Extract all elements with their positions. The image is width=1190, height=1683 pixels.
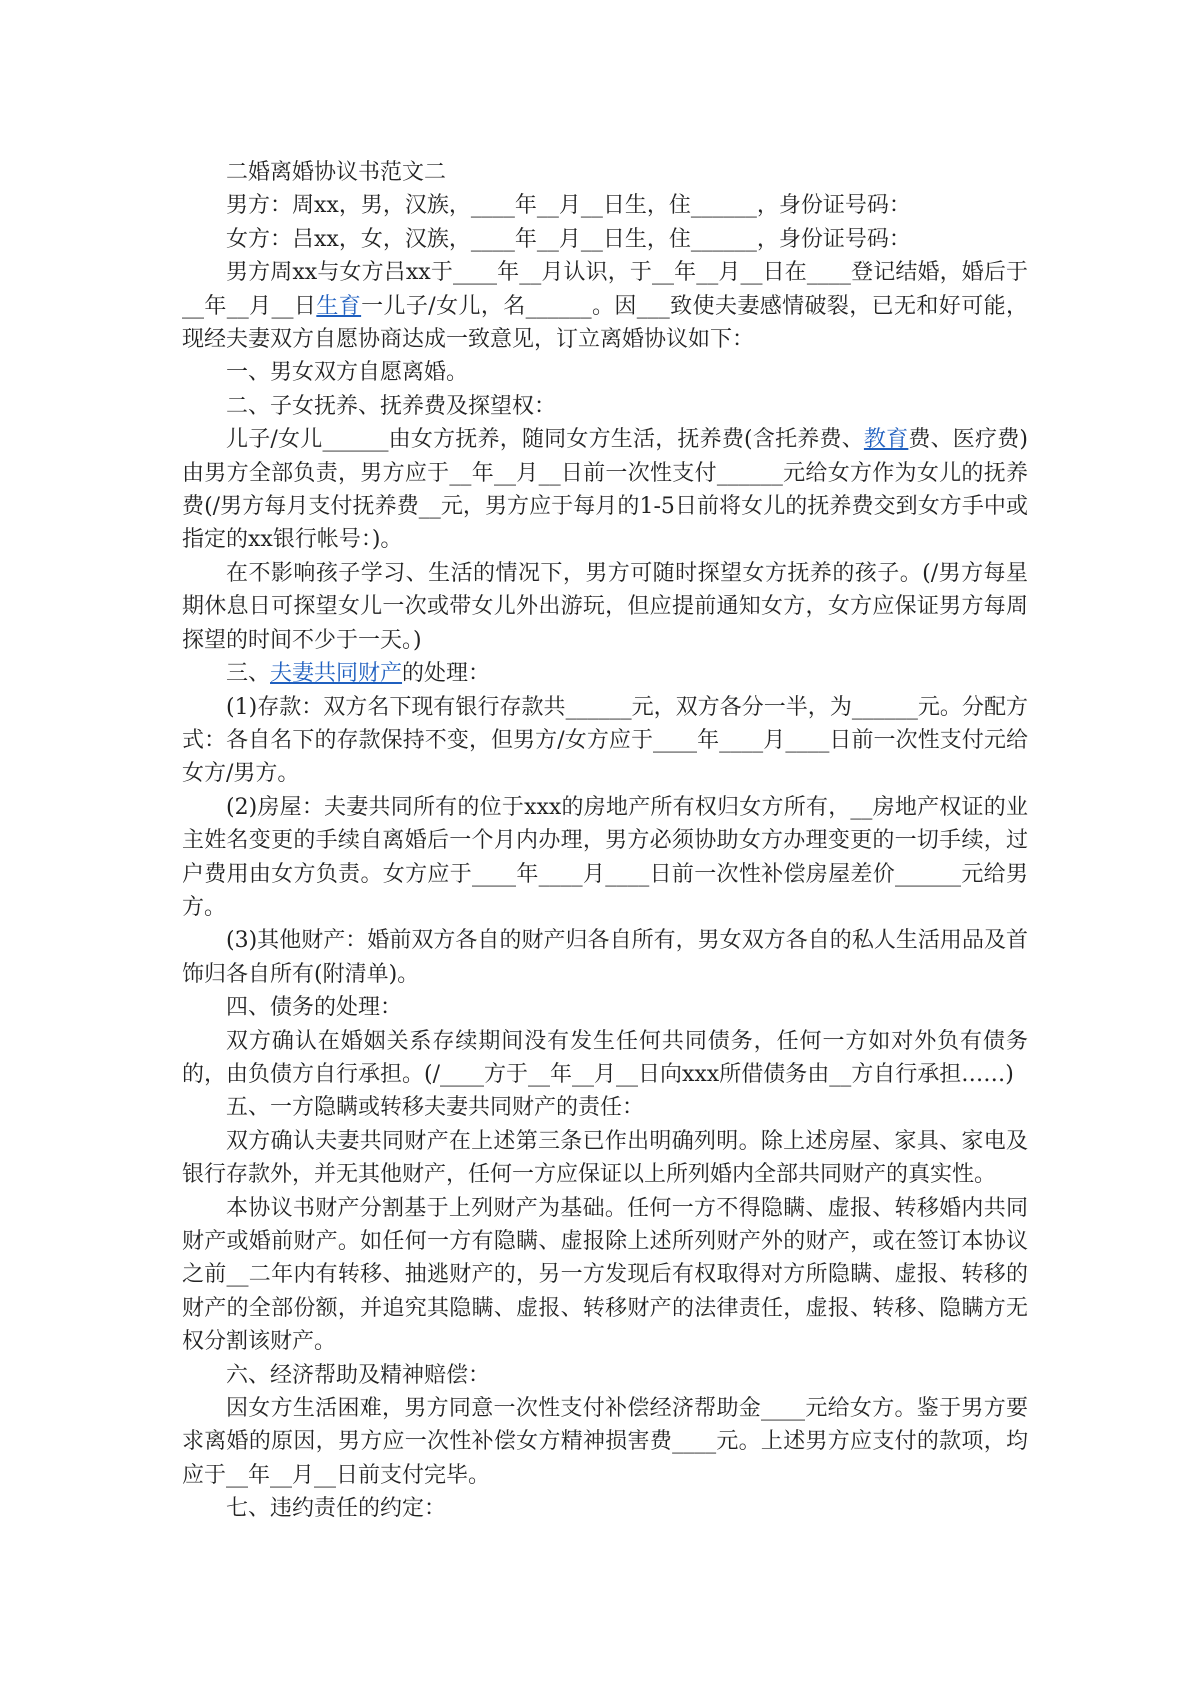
paragraph — [182, 791, 1028, 925]
hyperlink[interactable]: 夫妻共同财产 — [270, 661, 403, 687]
paragraph — [182, 1192, 1028, 1359]
hyperlink[interactable]: 生育 — [316, 293, 362, 319]
paragraph-text: 儿子/女儿______由女方抚养，随同女方生活，抚养费(含托养费、 — [226, 427, 864, 453]
paragraph-text: 四、债务的处理： — [226, 995, 403, 1021]
paragraph-text: 男方周xx与女方吕xx于____年__月认识，于__年__月__日在____登记结婚，婚后于__年__月__日 — [182, 260, 1028, 319]
paragraph-text: 三、 — [226, 661, 271, 687]
paragraph — [182, 256, 1028, 356]
paragraph-text: 的处理： — [402, 661, 491, 687]
paragraph — [182, 223, 1028, 256]
paragraph — [182, 423, 1028, 557]
paragraph-text: (1)存款：双方名下现有银行存款共______元，双方各分一半，为______元。分配方式：各自名下的存款保持不变，但男方/女方应于____年____月____日前一次性支付元给女方/男方。 — [182, 694, 1028, 787]
paragraph — [182, 189, 1028, 222]
hyperlink[interactable]: 教育 — [863, 427, 909, 453]
paragraph-text: 一、男女双方自愿离婚。 — [226, 360, 469, 386]
paragraph — [182, 1392, 1028, 1492]
paragraph-text: 六、经济帮助及精神赔偿： — [226, 1362, 491, 1388]
paragraph-text: (3)其他财产：婚前双方各自的财产归各自所有，男女双方各自的私人生活用品及首饰归各自所有(附清单)。 — [182, 928, 1028, 987]
paragraph — [182, 557, 1028, 657]
paragraph-list — [182, 189, 1028, 1525]
document-body — [182, 156, 1028, 1526]
paragraph — [182, 657, 1028, 690]
paragraph-text: 七、违约责任的约定： — [226, 1496, 447, 1522]
paragraph-text: 因女方生活困难，男方同意一次性支付补偿经济帮助金____元给女方。鉴于男方要求离婚的原因，男方应一次性补偿女方精神损害费____元。上述男方应支付的款项，均应于__年__月__日前支付完毕。 — [182, 1396, 1028, 1488]
paragraph — [182, 390, 1028, 423]
paragraph — [182, 991, 1028, 1024]
paragraph-text: 在不影响孩子学习、生活的情况下，男方可随时探望女方抚养的孩子。(/男方每星期休息日可探望女儿一次或带女儿外出游玩，但应提前通知女方，女方应保证男方每周探望的时间不少于一天。) — [182, 560, 1028, 653]
paragraph-text: 费、医疗费)由男方全部负责，男方应于__年__月__日前一次性支付______元给女方作为女儿的抚养费(/男方每月支付抚养费__元，男方应于每月的1-5日前将女儿的抚养费交到女方手中或指定的xx银行帐号：)。 — [182, 427, 1028, 553]
document-title: 二婚离婚协议书范文二 — [226, 160, 447, 185]
paragraph-text: 一儿子/女儿，名______。因___致使夫妻感情破裂，已无和好可能，现经夫妻双方自愿协商达成一致意见，订立离婚协议如下： — [182, 293, 1028, 353]
paragraph — [182, 1359, 1028, 1392]
paragraph-text: 五、一方隐瞒或转移夫妻共同财产的责任： — [226, 1095, 645, 1121]
paragraph — [182, 1125, 1028, 1192]
paragraph-text: (2)房屋：夫妻共同所有的位于xxx的房地产所有权归女方所有，__房地产权证的业主姓名变更的手续自离婚后一个月内办理，男方必须协助女方办理变更的一切手续，过户费用由女方负责。女方应于____年____月____日前一次性补偿房屋差价______元给男方。 — [182, 794, 1028, 920]
paragraph-text: 男方：周xx，男，汉族，____年__月__日生，住______，身份证号码： — [226, 193, 911, 219]
paragraph — [182, 1091, 1028, 1124]
paragraph — [182, 1492, 1028, 1525]
paragraph — [182, 1025, 1028, 1092]
paragraph-text: 本协议书财产分割基于上列财产为基础。任何一方不得隐瞒、虚报、转移婚内共同财产或婚前财产。如任何一方有隐瞒、虚报除上述所列财产外的财产，或在签订本协议之前__二年内有转移、抽逃财产的，另一方发现后有权取得对方所隐瞒、虚报、转移的财产的全部份额，并追究其隐瞒、虚报、转移财产的法律责任，虚报、转移、隐瞒方无权分割该财产。 — [182, 1195, 1028, 1355]
paragraph-text: 二、子女抚养、抚养费及探望权： — [226, 393, 557, 419]
paragraph-text: 双方确认夫妻共同财产在上述第三条已作出明确列明。除上述房屋、家具、家电及银行存款外，并无其他财产，任何一方应保证以上所列婚内全部共同财产的真实性。 — [182, 1128, 1028, 1188]
paragraph — [182, 924, 1028, 991]
paragraph — [182, 691, 1028, 791]
paragraph — [182, 356, 1028, 389]
paragraph-text: 双方确认在婚姻关系存续期间没有发生任何共同债务，任何一方如对外负有债务的，由负债方自行承担。(/____方于__年__月__日向xxx所借债务由__方自行承担……) — [182, 1028, 1028, 1087]
paragraph-text: 女方：吕xx，女，汉族，____年__月__日生，住______，身份证号码： — [226, 226, 911, 252]
